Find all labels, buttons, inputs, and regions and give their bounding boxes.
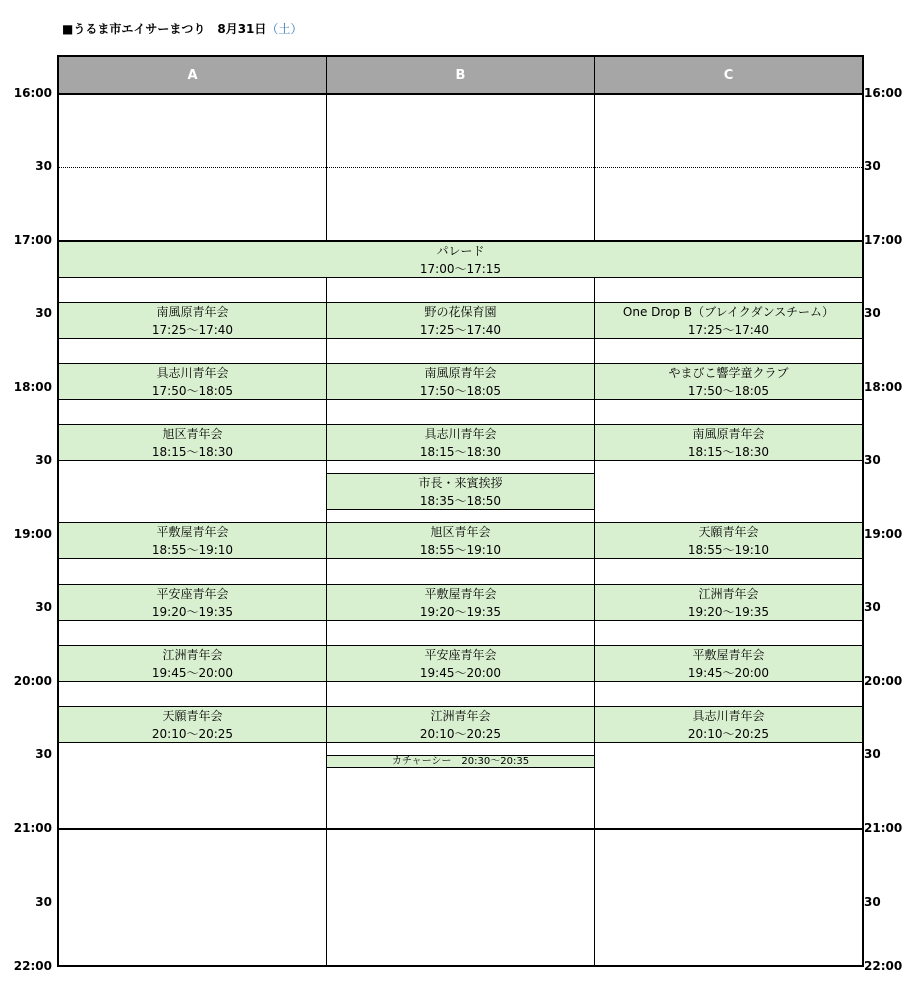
column-header-a: A [59,57,326,95]
event-name: 具志川青年会 [424,426,497,441]
event-name: 平安座青年会 [424,647,497,662]
event-name: 具志川青年会 [156,365,229,380]
event-time: 20:10～20:25 [419,726,502,741]
event-a5 [59,584,326,621]
time-label-1600-right: 16:00 [864,86,903,100]
time-label-2200-right: 22:00 [864,959,903,973]
column-header-b: B [327,57,594,95]
event-b2 [327,363,594,400]
title-day: （土） [266,22,303,36]
time-label-2130-right: 30 [864,895,881,909]
event-c1 [595,302,862,339]
event-time: 19:20～19:35 [419,604,502,619]
event-name: 平敷屋青年会 [424,586,497,601]
event-time: 19:45～20:00 [151,665,234,680]
time-label-1730-left: 30 [35,306,52,320]
event-time: 17:25～17:40 [419,322,502,337]
event-c4 [595,522,862,559]
event-name: 天願青年会 [162,708,223,723]
time-label-2100-right: 21:00 [864,821,903,835]
time-label-1830-left: 30 [35,453,52,467]
event-name: 江洲青年会 [162,647,223,662]
time-label-1700-left: 17:00 [13,233,52,247]
time-label-1700-right: 17:00 [864,233,903,247]
time-label-1630-left: 30 [35,159,52,173]
event-time: 18:15～18:30 [419,444,502,459]
event-a6 [59,645,326,682]
event-parade [59,241,862,278]
event-name: One Drop B（ブレイクダンスチーム） [622,304,835,319]
event-b1 [327,302,594,339]
event-name: 江洲青年会 [698,586,759,601]
time-label-2100-left: 21:00 [13,821,52,835]
event-time: 17:50～18:05 [687,383,770,398]
event-name: 天願青年会 [698,524,759,539]
event-b6 [327,645,594,682]
event-b3 [327,424,594,461]
time-label-1800-right: 18:00 [864,380,903,394]
event-c2 [595,363,862,400]
event-time: 18:35～18:50 [419,493,502,508]
event-time: 17:25～17:40 [687,322,770,337]
time-label-1900-left: 19:00 [13,527,52,541]
schedule-grid [57,55,864,967]
event-name: 具志川青年会 [692,708,765,723]
time-label-1800-left: 18:00 [13,380,52,394]
column-divider-bc [594,57,595,965]
event-time: 18:55～19:10 [687,542,770,557]
gridline-2100 [59,828,862,830]
title-text: ■うるま市エイサーまつり 8月31日 [62,22,267,36]
event-name: やまびこ響学童クラブ [668,365,789,380]
event-b4 [327,522,594,559]
event-name: 江洲青年会 [430,708,491,723]
event-time: 19:20～19:35 [687,604,770,619]
event-time: 18:55～19:10 [151,542,234,557]
event-time: 17:00～17:15 [419,261,502,276]
event-c7 [595,706,862,743]
time-label-1930-right: 30 [864,600,881,614]
event-c3 [595,424,862,461]
event-time: 18:15～18:30 [151,444,234,459]
time-label-1930-left: 30 [35,600,52,614]
event-time: 19:45～20:00 [687,665,770,680]
event-time: 19:20～19:35 [151,604,234,619]
gridline-1630 [59,167,862,168]
time-label-2130-left: 30 [35,895,52,909]
column-divider-ab [326,57,327,965]
event-time: 17:50～18:05 [419,383,502,398]
time-label-1830-right: 30 [864,453,881,467]
event-time: 17:25～17:40 [151,322,234,337]
time-label-1900-right: 19:00 [864,527,903,541]
time-label-1600-left: 16:00 [13,86,52,100]
event-name: 平敷屋青年会 [156,524,229,539]
event-name: 南風原青年会 [692,426,765,441]
column-header-c: C [595,57,862,95]
time-label-1630-right: 30 [864,159,881,173]
event-a7 [59,706,326,743]
event-time: 20:10～20:25 [687,726,770,741]
time-label-2030-left: 30 [35,747,52,761]
event-time: 19:45～20:00 [419,665,502,680]
event-name: 南風原青年会 [156,304,229,319]
time-label-2200-left: 22:00 [13,959,52,973]
event-name: パレード [436,243,485,258]
event-b-kachashi [327,755,594,768]
event-name: 野の花保育園 [424,304,497,319]
event-time: 18:15～18:30 [687,444,770,459]
time-label-2000-right: 20:00 [864,674,903,688]
time-label-1730-right: 30 [864,306,881,320]
page-title [62,20,302,37]
event-name: 平敷屋青年会 [692,647,765,662]
event-c5 [595,584,862,621]
event-time: 17:50～18:05 [151,383,234,398]
event-a4 [59,522,326,559]
event-name: 平安座青年会 [156,586,229,601]
event-name: 南風原青年会 [424,365,497,380]
event-time: 18:55～19:10 [419,542,502,557]
event-b7 [327,706,594,743]
event-b5 [327,584,594,621]
event-a3 [59,424,326,461]
time-label-2030-right: 30 [864,747,881,761]
event-b-greeting [327,473,594,510]
event-a1 [59,302,326,339]
event-c6 [595,645,862,682]
event-text: カチャーシー 20:30～20:35 [391,756,530,767]
event-name: 旭区青年会 [162,426,223,441]
event-a2 [59,363,326,400]
time-label-2000-left: 20:00 [13,674,52,688]
event-time: 20:10～20:25 [151,726,234,741]
event-name: 旭区青年会 [430,524,491,539]
event-name: 市長・来賓挨拶 [418,475,503,490]
